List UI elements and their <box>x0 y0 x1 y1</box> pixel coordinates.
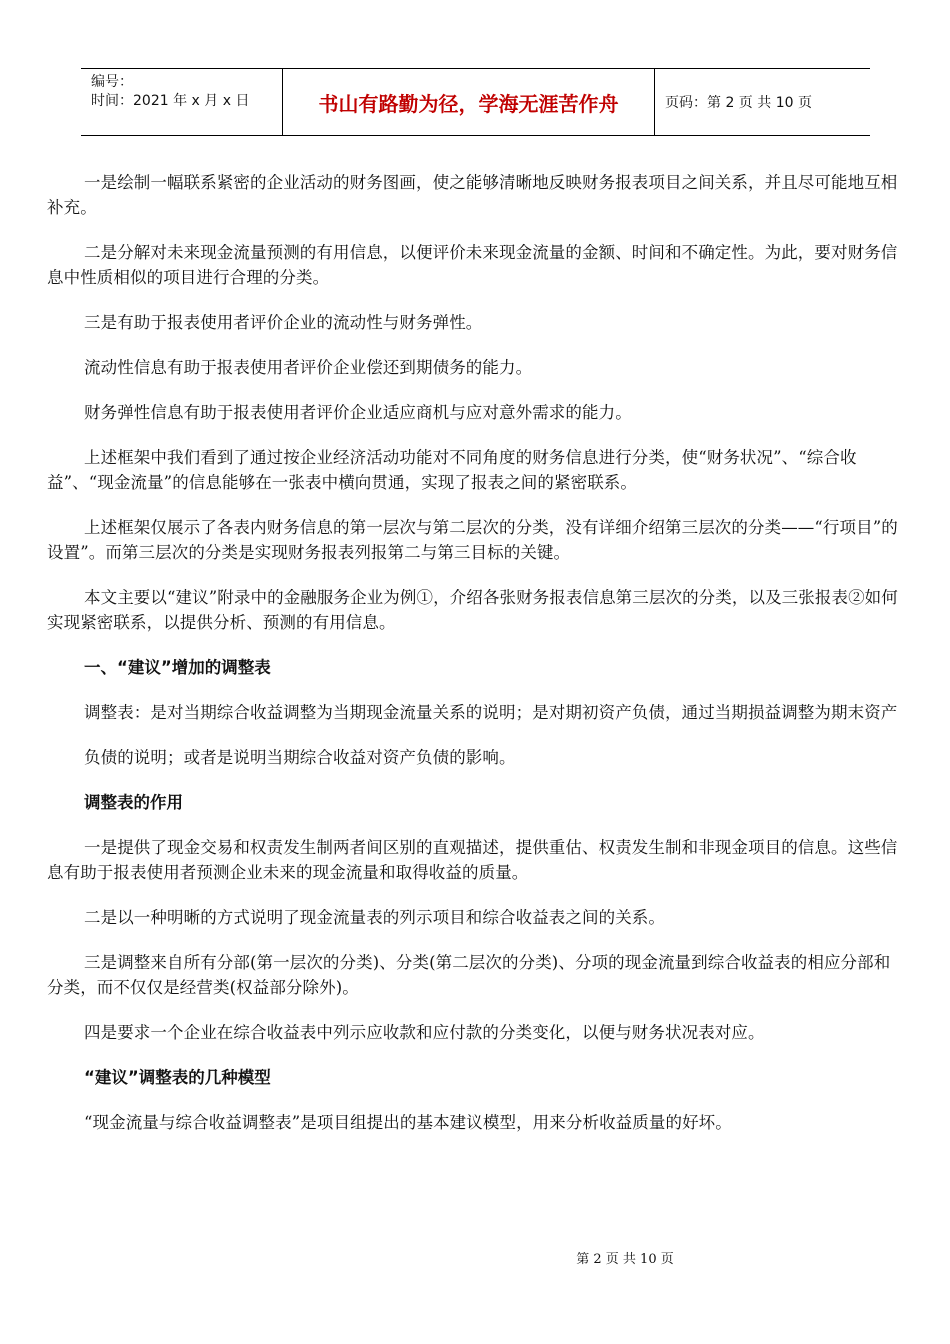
body-paragraph: 本文主要以“建议”附录中的金融服务企业为例①，介绍各张财务报表信息第三层次的分类，以及三张报表②如何实现紧密联系，以提供分析、预测的有用信息。 <box>47 588 898 632</box>
body-paragraph: 财务弹性信息有助于报表使用者评价企业适应商机与应对意外需求的能力。 <box>84 403 632 422</box>
body-paragraph: 二是分解对未来现金流量预测的有用信息，以便评价未来现金流量的金额、时间和不确定性。为此，要对财务信息中性质相似的项目进行合理的分类。 <box>47 243 898 287</box>
body-paragraph: 四是要求一个企业在综合收益表中列示应收款和应付款的分类变化，以便与财务状况表对应。 <box>84 1023 765 1042</box>
body-paragraph: “现金流量与综合收益调整表”是项目组提出的基本建议模型，用来分析收益质量的好坏。 <box>84 1113 732 1132</box>
header-number-label: 编号： <box>91 74 133 90</box>
body-paragraph: 流动性信息有助于报表使用者评价企业偿还到期债务的能力。 <box>84 358 533 377</box>
section-heading: 调整表的作用 <box>84 793 183 812</box>
body-paragraph: 三是有助于报表使用者评价企业的流动性与财务弹性。 <box>84 313 483 332</box>
body-paragraph: 一是绘制一幅联系紧密的企业活动的财务图画，使之能够清晰地反映财务报表项目之间关系，并且尽可能地互相补充。 <box>47 173 898 217</box>
header-date-label: 时间：2021 年 x 月 x 日 <box>91 93 250 109</box>
body-paragraph: 负债的说明；或者是说明当期综合收益对资产负债的影响。 <box>84 748 516 767</box>
body-paragraph: 二是以一种明晰的方式说明了现金流量表的列示项目和综合收益表之间的关系。 <box>84 908 665 927</box>
header-motto: 书山有路勤为径，学海无涯苦作舟 <box>282 69 655 135</box>
section-heading: “建议”调整表的几种模型 <box>84 1068 271 1087</box>
body-paragraph: 一是提供了现金交易和权责发生制两者间区别的直观描述，提供重估、权责发生制和非现金项目的信息。这些信息有助于报表使用者预测企业未来的现金流量和取得收益的质量。 <box>47 838 898 882</box>
page-footer: 第 2 页 共 10 页 <box>576 1252 674 1267</box>
page-header <box>81 68 870 136</box>
header-page-label: 页码：第 2 页 共 10 页 <box>665 95 812 111</box>
body-paragraph: 调整表：是对当期综合收益调整为当期现金流量关系的说明；是对期初资产负债，通过当期损益调整为期末资产 <box>84 703 898 722</box>
section-heading: 一、“建议”增加的调整表 <box>84 658 271 677</box>
body-paragraph: 上述框架中我们看到了通过按企业经济活动功能对不同角度的财务信息进行分类，使“财务状况”、“综合收益”、“现金流量”的信息能够在一张表中横向贯通，实现了报表之间的紧密联系。 <box>47 448 857 492</box>
header-info-cell <box>81 69 282 135</box>
document-body <box>47 170 903 1155</box>
body-paragraph: 上述框架仅展示了各表内财务信息的第一层次与第二层次的分类，没有详细介绍第三层次的分类——“行项目”的设置”。而第三层次的分类是实现财务报表列报第二与第三目标的关键。 <box>47 518 898 562</box>
body-paragraph: 三是调整来自所有分部(第一层次的分类)、分类(第二层次的分类)、分项的现金流量到综合收益表的相应分部和分类，而不仅仅是经营类(权益部分除外)。 <box>47 953 891 997</box>
